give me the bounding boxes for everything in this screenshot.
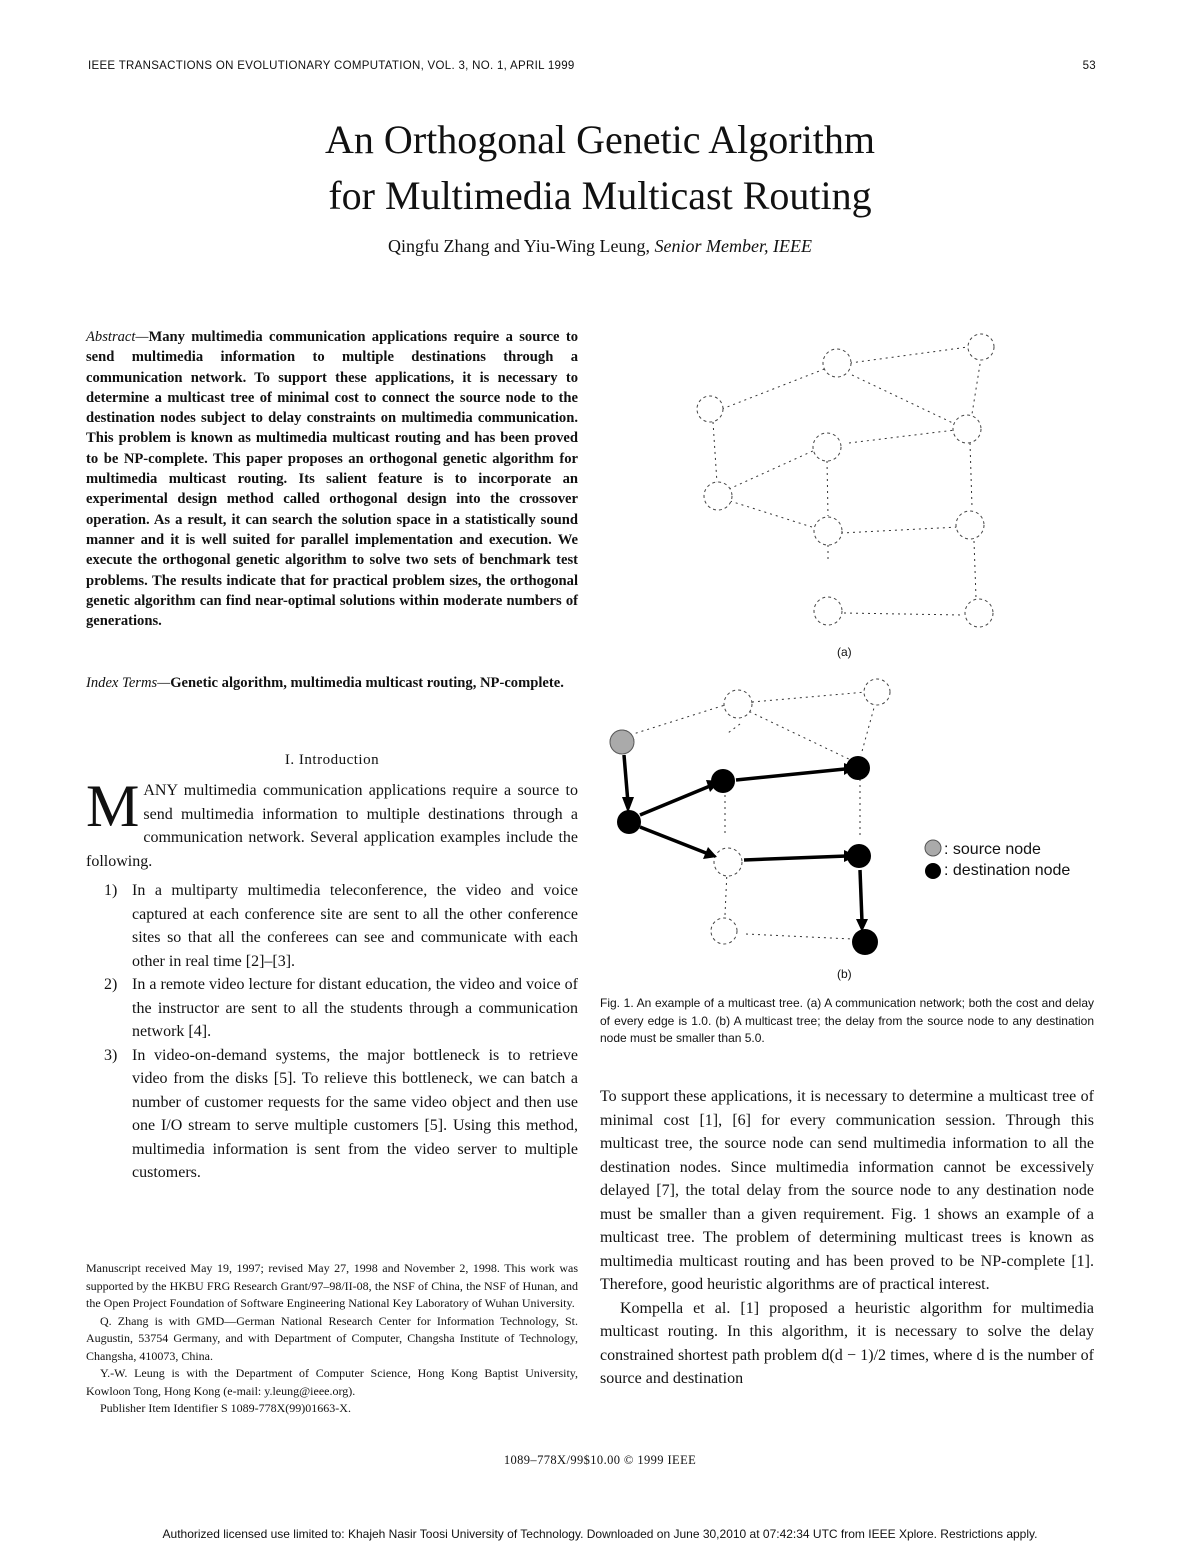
figure-1 (600, 325, 1100, 990)
list-item (86, 1044, 578, 1185)
figure-1-caption: Fig. 1. An example of a multicast tree. (a) A communication network; both the cost and delay of every edge is 1.0. (b) A multicast tree; the delay from the source node to any destination node must be smaller than 5.0. (600, 996, 1094, 1045)
journal-name: IEEE TRANSACTIONS ON EVOLUTIONARY COMPUTATION, VOL. 3, NO. 1, APRIL 1999 (88, 60, 575, 72)
title-line-1: An Orthogonal Genetic Algorithm (325, 117, 875, 162)
abstract (86, 327, 578, 631)
drop-cap: M (86, 773, 140, 839)
paper-title (0, 112, 1200, 224)
list-item-text: In a multiparty multimedia teleconference, the video and voice captured at each conference site are sent to all the other conference sites so that all the conferees can see and communicate with each other in real time [2]–[3]. (132, 882, 578, 970)
list-item (86, 879, 578, 973)
list-item-number: 1) (104, 882, 118, 899)
subfigure-label-a: (a) (837, 645, 852, 659)
list-item-number: 3) (104, 1046, 118, 1064)
introduction-body (86, 773, 578, 1185)
author-affiliation: Senior Member, IEEE (654, 236, 813, 256)
intro-paragraph (86, 773, 578, 873)
legend-source-node: : source node (944, 841, 1041, 858)
footnotes (86, 1260, 578, 1418)
running-header (88, 60, 1096, 72)
author-names: Qingfu Zhang and Yiu-Wing Leung, (387, 236, 651, 256)
author-line (0, 236, 1200, 257)
footnote-manuscript: Manuscript received May 19, 1997; revised May 27, 1998 and November 2, 1998. This work was supported by the HKBU FRG Research Grant/97–98/II-08, the NSF of China, the NSF of Hunan, and the Open Project Foundation of Software Engineering National Key Laboratory of Wuhan University. (86, 1261, 578, 1310)
subfigure-label-b: (b) (837, 967, 852, 981)
list-item-number: 2) (104, 976, 118, 993)
copyright-line: 1089–778X/99$10.00 © 1999 IEEE (503, 1453, 697, 1467)
legend-destination-node: : destination node (944, 862, 1071, 879)
license-footer: Authorized licensed use limited to: Khajeh Nasir Toosi University of Technology. Downloaded on June 30,2010 at 07:42:34 UTC from IEEE Xplore. Restrictions apply. (162, 1527, 1038, 1541)
footnote-publisher-id: Publisher Item Identifier S 1089-778X(99)01663-X. (100, 1401, 351, 1415)
index-terms-label: Index Terms— (86, 675, 171, 691)
application-list (86, 879, 578, 1185)
index-terms-text: Genetic algorithm, multimedia multicast routing, NP-complete. (170, 675, 564, 691)
paragraph-support: To support these applications, it is necessary to determine a multicast tree of minimal cost [1], [6] for every communication session. Through this multicast tree, the source node can send multimedia information to all the destination nodes. Since multimedia information cannot be excessively delayed [7], the total delay from the source node to any destination node must be smaller than a given requirement. Fig. 1 shows an example of a multicast tree. The problem of determining multicast trees is known as multimedia multicast routing and has been proved to be NP-complete [1]. Therefore, good heuristic algorithms are of practical interest. (600, 1088, 1094, 1293)
title-line-2: for Multimedia Multicast Routing (328, 173, 872, 218)
section-heading: I. Introduction (284, 752, 380, 768)
right-column-body (600, 1085, 1094, 1391)
footnote-author-2: Y.-W. Leung is with the Department of Computer Science, Hong Kong Baptist University, Kowloon Tong, Hong Kong (e-mail: y.leung@ieee.org). (86, 1366, 578, 1398)
list-item-text: In a remote video lecture for distant education, the video and voice of the instructor are sent to all the students through a communication network [4]. (132, 976, 578, 1040)
intro-text: ANY multimedia communication applications require a source to send multimedia information to multiple destinations through a communication network. Several application examples include the following. (86, 782, 578, 870)
list-item (86, 973, 578, 1044)
abstract-label: Abstract— (86, 329, 149, 345)
list-item-text: In video-on-demand systems, the major bottleneck is to retrieve video from the disks [5]. To relieve this bottleneck, we can batch a number of customer requests for the same video object and then use one I/O stream to serve multiple customers [5]. Using this method, multimedia information is sent from the video server to multiple customers. (132, 1046, 578, 1181)
abstract-text: Many multimedia communication applications require a source to send multimedia information to multiple destinations through a communication network. To support these applications, it is necessary to determine a multicast tree of minimal cost to connect the source node to the destination nodes subject to delay constraints on multimedia communication. This problem is known as multimedia multicast routing and has been proved to be NP-complete. This paper proposes an orthogonal genetic algorithm for multimedia multicast routing. Its salient feature is to incorporate an experimental design method called orthogonal design into the crossover operation. As a result, it can search the solution space in a statistically sound manner and it is well suited for parallel implementation and execution. We execute the orthogonal genetic algorithm to solve two sets of benchmark test problems. The results indicate that for practical problem sizes, the orthogonal genetic algorithm can find near-optimal solutions within moderate numbers of generations. (86, 329, 578, 630)
page-number: 53 (1082, 60, 1096, 72)
paragraph-kompella: Kompella et al. [1] proposed a heuristic algorithm for multimedia multicast routing. In this algorithm, it is necessary to solve the delay constrained shortest path problem d(d − 1)/2 times, where d is the number of source and destination (600, 1299, 1094, 1387)
footnote-author-1: Q. Zhang is with GMD—German National Research Center for Information Technology, St. Augustin, 53754 Germany, and with Department of Computer, Changsha Institute of Technology, Changsha, 410073, China. (86, 1313, 578, 1363)
index-terms (86, 673, 578, 693)
